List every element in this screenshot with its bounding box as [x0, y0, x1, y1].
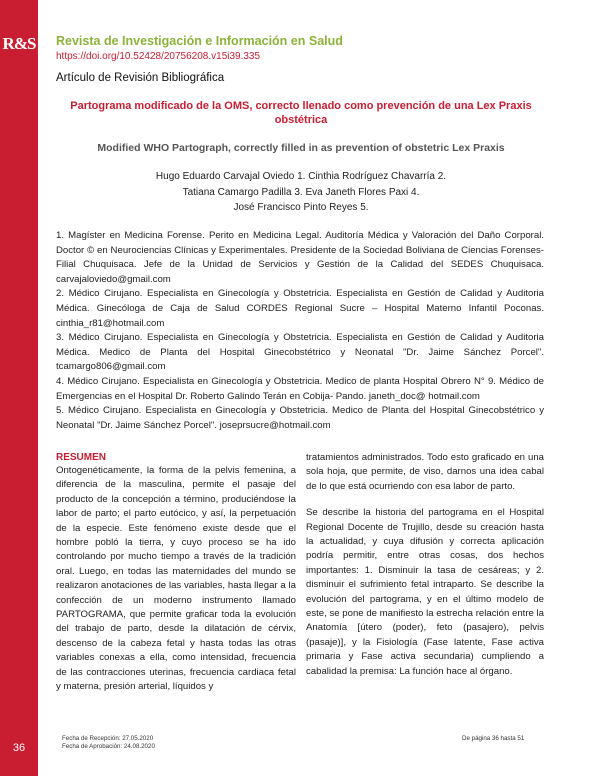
journal-logo: R&S: [2, 34, 36, 53]
sidebar-band: [0, 0, 38, 776]
article-title-spanish: Partograma modificado de la OMS, correcto llenado como prevención de una Lex Praxis obstétrica: [70, 100, 532, 126]
article-type: Artículo de Revisión Bibliográfica: [56, 72, 225, 84]
page-range: De página 36 hasta 51: [462, 735, 525, 742]
affiliation-item: 1. Magíster en Medicina Forense. Perito en Medicina Legal. Auditoría Médica y Valoración del Daño Corporal. Doctor © en Neurociencias Clínicas y Experimentales. Presidente de la Sociedad Boliviana de Ciencias Forenses- Filial Chuquisaca. Jefe de la Unidad de Servicios y Gestión de la Calidad del SEDES Chuquisaca. carvajaloviedo@gmail.com: [56, 230, 544, 285]
author-list: [62, 169, 540, 216]
author-line: Hugo Eduardo Carvajal Oviedo 1. Cinthia Rodríguez Chavarría 2.: [155, 171, 447, 182]
affiliation-item: 2. Médico Cirujano. Especialista en Ginecología y Obstetricia. Especialista en Gestión de Calidad y Auditoria Médica. Ginecóloga de Caja de Salud CORDES Regional Sucre – Hospital Materno Infantil Poconas. cinthia_r81@hotmail.com: [56, 288, 544, 329]
affiliation-item: 5. Médico Cirujano. Especialista en Ginecología y Obstetricia. Medico de Planta del Hospital Ginecobstétrico y Neonatal "Dr. Jaime Sánchez Porcel". joseprsucre@hotmail.com: [56, 405, 544, 431]
article-title-english: Modified WHO Partograph, correctly filled in as prevention of obstetric Lex Praxis: [97, 142, 505, 154]
affiliation-item: 3. Médico Cirujano. Especialista en Ginecología y Obstetricia. Especialista en Gestión de Calidad y Auditoria Médica. Medico de Planta del Hospital Ginecobstétrico y Neonatal "Dr. Jaime Sánchez Porcel". tcamargo806@gmail.com: [56, 332, 544, 373]
author-line: Tatiana Camargo Padilla 3. Eva Janeth Flores Paxi 4.: [182, 186, 420, 198]
abstract-paragraph: Ontogenéticamente, la forma de la pelvis femenina, a diferencia de la masculina, permite el pasaje del producto de la concepción a término, produciéndose la labor de parto; el parto eutócico, y así, la perpetuación de la especie. Este fenómeno existe desde que el hombre pobló la tierra, y cuyo proceso se ha ido controlando por mucho tiempo a través de la tradición oral. Luego, en todas las maternidades del mundo se realizaron anotaciones de las variables, hasta llegar a la confección de un moderno instrumento llamado PARTOGRAMA, que permite graficar toda la evolución del trabajo de parto, desde la dilatación de cérvix, descenso de la cabeza fetal y hasta todas las otras variables conexas a ella, como intensidad, frecuencia de las contracciones uterinas, frecuencia cardiaca fetal y materna, presión arterial, líquidos y: [56, 465, 296, 693]
page-number: 36: [12, 742, 26, 754]
abstract-column-right: [306, 451, 544, 691]
author-line: José Francisco Pinto Reyes 5.: [233, 202, 369, 213]
abstract-column-left: [56, 464, 296, 707]
abstract-paragraph: Se describe la historia del partograma en el Hospital Regional Docente de Trujillo, desde su creación hasta la actualidad, y cuya difusión y correcta aplicación podría permitir, entre otras cosas, dos hechos importantes: 1. Disminuir la tasa de cesáreas; y 2. disminuir el sufrimiento fetal intraparto. Se describe la evolución del partograma, y en el último modelo de este, se pone de manifiesto la estrecha relación entre la Anatomía [útero (poder), feto (pasajero), pelvis (pasaje)], y la Fisiología (Fase latente, Fase activa primaria y Fase activa secundaria) cumpliendo a cabalidad la premisa: La función hace al órgano.: [306, 507, 544, 677]
abstract-heading: RESUMEN: [56, 452, 107, 463]
doi-link[interactable]: https://doi.org/10.52428/20756208.v15i39.335: [56, 51, 261, 62]
abstract-paragraph: tratamientos administrados. Todo esto graficado en una sola hoja, que permite, de viso, darnos una idea cabal de lo que está ocurriendo con esa labor de parto.: [306, 452, 544, 492]
approved-date: Fecha de Aprobación: 24.08.2020: [62, 743, 155, 750]
received-date: Fecha de Recepción: 27.05.2020: [62, 735, 154, 742]
affiliations: [56, 229, 544, 433]
footer-dates: [62, 735, 155, 751]
journal-title: Revista de Investigación e Información en Salud: [56, 34, 343, 48]
affiliation-item: 4. Médico Cirujano. Especialista en Ginecología y Obstetricia. Medico de planta Hospital Obrero N° 9. Médico de Emergencias en el Hospital Dr. Roberto Galindo Terán en Cobija- Pando. janeth_doc@ hotmail.com: [56, 375, 544, 402]
